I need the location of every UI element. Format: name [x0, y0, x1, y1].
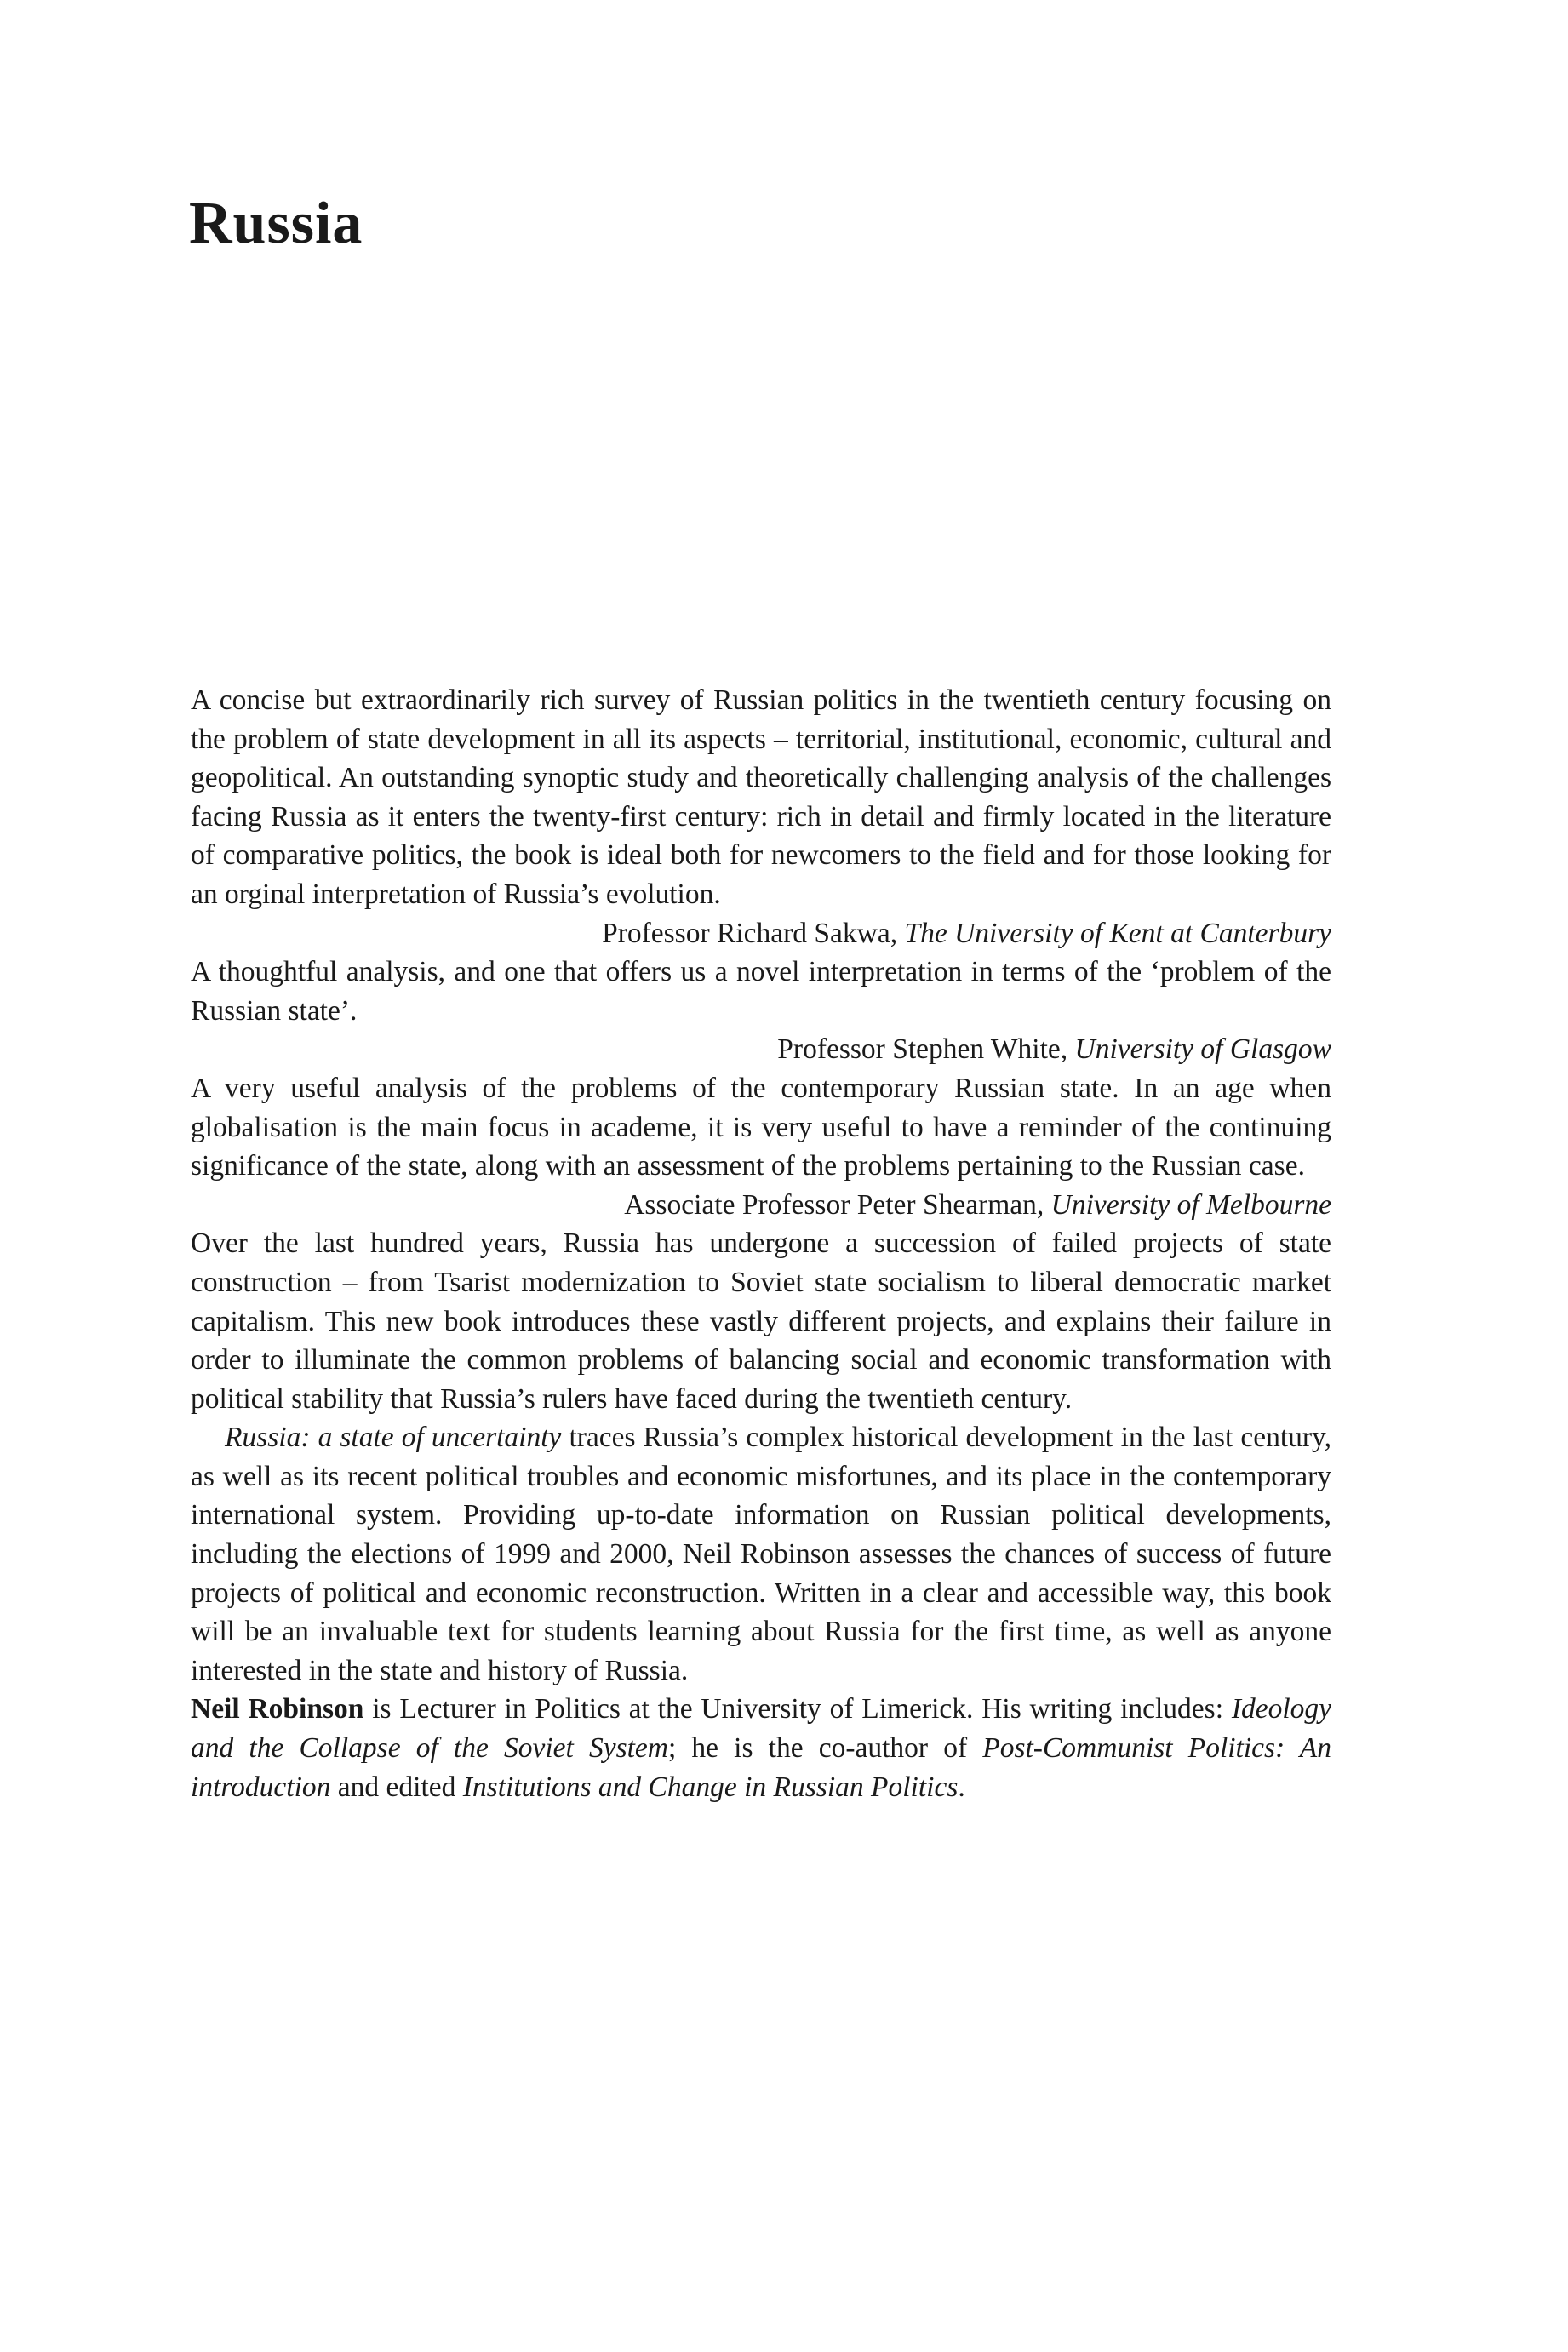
review-text-3: A very useful analysis of the problems of the contemporary Russian state. In an age when globalisation is the main focus in academe, it is very useful to have a reminder of the continuing significance of the state, along with an assessment of the problems pertaining to the Russian case. — [191, 1072, 1331, 1182]
bio-book-2: Post-Communist Politics: An introduction — [191, 1732, 1331, 1803]
page-title: Russia — [189, 191, 363, 256]
bio-text-2: ; he is the co-author of — [667, 1732, 983, 1765]
description-paragraph-2-text: traces Russia’s complex historical development in the last century, as well as its recent political troubles and economic misfortunes, and its place in the contemporary international system. Providing up-to-date information on Russian political developments, including the elections of 1999 and 2000, Neil Robinson assesses the chances of success of future projects of political and economic reconstruction. Written in a clear and accessible way, this book will be an invaluable text for students learning about Russia for the first time, as well as anyone interested in the state and history of Russia. — [191, 1422, 1331, 1686]
review-affiliation-2: University of Glasgow — [1074, 1033, 1331, 1066]
bio-book-1: Ideology and the Collapse of the Soviet System — [191, 1693, 1332, 1765]
review-author-2: Professor Stephen White, — [777, 1033, 1075, 1066]
bio-text-3: and edited — [330, 1771, 463, 1803]
bio-text-1: is Lecturer in Politics at the University of Limerick. His writing includes: — [363, 1693, 1232, 1725]
review-attribution-2 — [191, 1030, 1331, 1069]
review-text-2: A thoughtful analysis, and one that offers us a novel interpretation in terms of the ‘problem of the Russian state’. — [191, 956, 1331, 1027]
review-affiliation-3: University of Melbourne — [1050, 1188, 1331, 1221]
author-bio — [191, 1690, 1331, 1806]
bio-text-4: . — [958, 1771, 965, 1803]
review-author-3: Associate Professor Peter Shearman, — [624, 1188, 1051, 1221]
review-author-1: Professor Richard Sakwa, — [602, 917, 905, 949]
back-cover-text — [191, 681, 1331, 1806]
book-title-italic: Russia: a state of uncertainty — [225, 1422, 562, 1454]
bio-book-3: Institutions and Change in Russian Politics — [462, 1771, 959, 1803]
review-text-1: A concise but extraordinarily rich survey of Russian politics in the twentieth century focusing on the problem of state development in all its aspects – territorial, institutional, economic, cultural and geopolitical. An outstanding synoptic study and theoretically challenging analysis of the challenges facing Russia as it enters the twenty-first century: rich in detail and firmly located in the literature of comparative politics, the book is ideal both for newcomers to the field and for those looking for an orginal interpretation of Russia’s evolution. — [191, 684, 1331, 910]
review-affiliation-1: The University of Kent at Canterbury — [904, 917, 1331, 949]
review-attribution-1 — [191, 914, 1331, 953]
description-paragraph-1: Over the last hundred years, Russia has undergone a succession of failed projects of state construction – from Tsarist modernization to Soviet state socialism to liberal democratic market capitalism. This new book introduces these vastly different projects, and explains their failure in order to illuminate the common problems of balancing social and economic transformation with political stability that Russia’s rulers have faced during the twentieth century. — [191, 1228, 1331, 1415]
author-name: Neil Robinson — [191, 1693, 364, 1725]
description-paragraph-2 — [191, 1418, 1331, 1690]
review-attribution-3 — [191, 1186, 1331, 1225]
